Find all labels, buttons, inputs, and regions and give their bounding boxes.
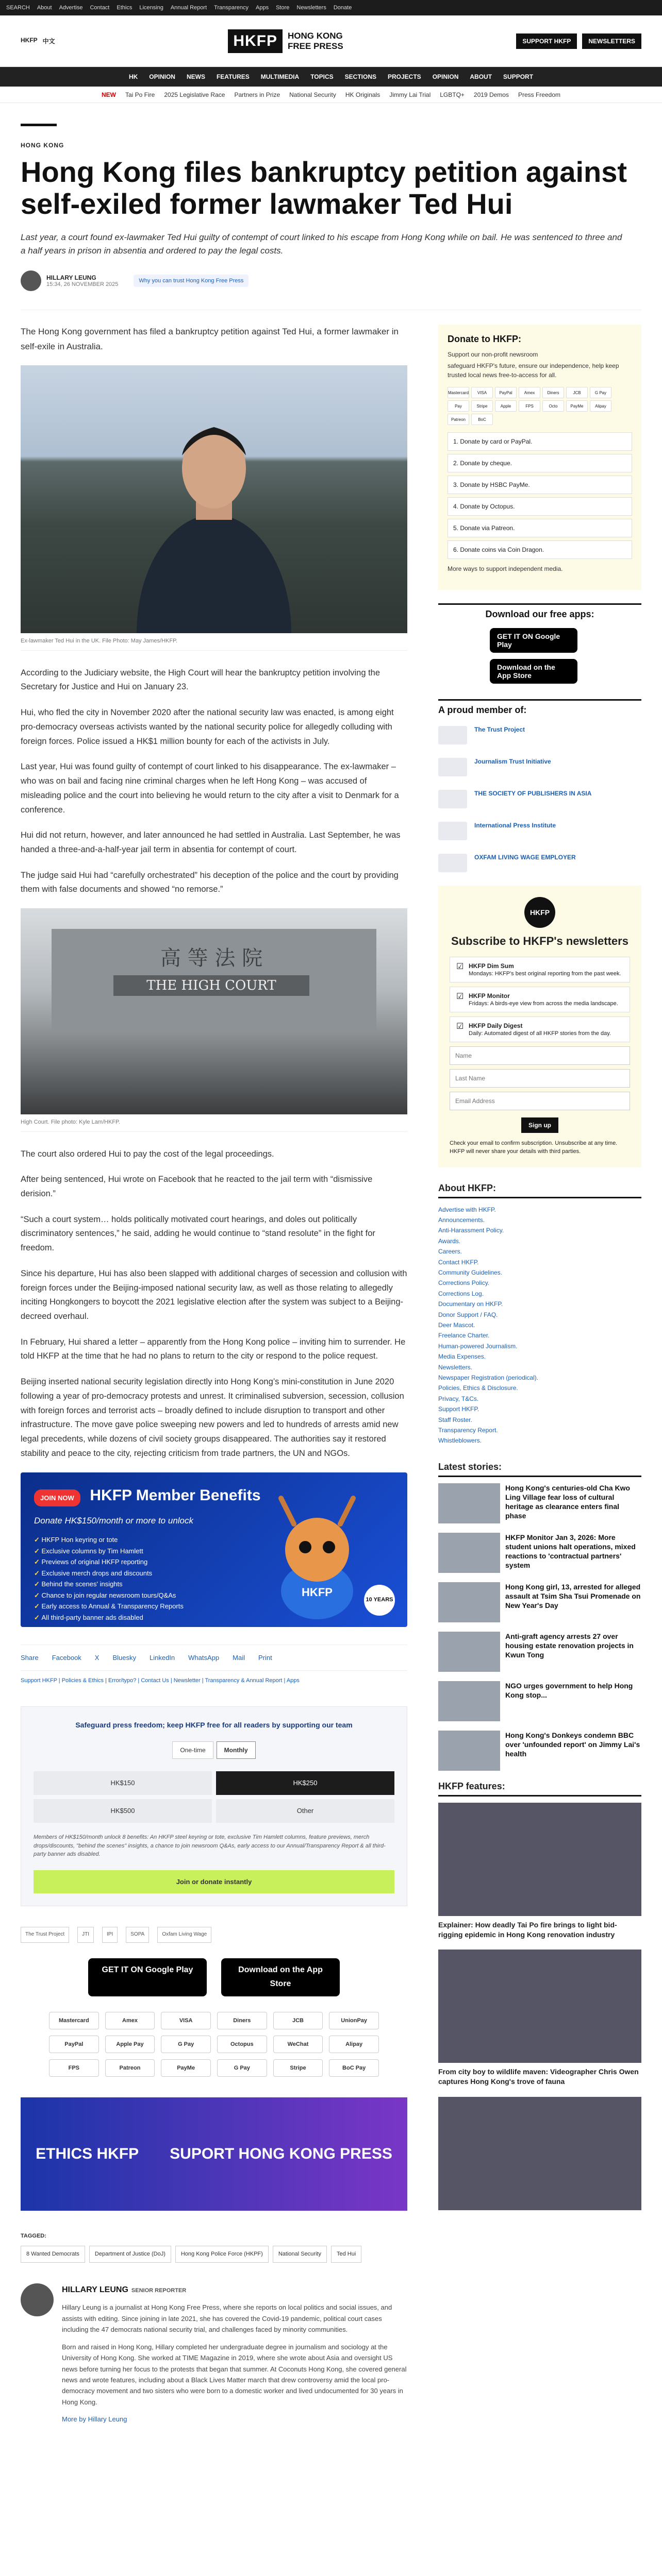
about-link[interactable]: Corrections Policy.: [438, 1279, 490, 1287]
tag-chip[interactable]: Ted Hui: [331, 2246, 361, 2262]
figure-caption: Ex-lawmaker Ted Hui in the UK. File Photo: May James/HKFP.: [21, 636, 407, 650]
google-play-button[interactable]: GET IT ON Google Play: [88, 1958, 207, 1996]
author-avatar[interactable]: [21, 2283, 54, 2316]
trust-link[interactable]: Why you can trust Hong Kong Free Press: [134, 275, 249, 287]
about-links: [438, 1205, 641, 1446]
org-badge[interactable]: Oxfam Living Wage: [157, 1927, 211, 1943]
donate-widget: [21, 1706, 407, 1907]
google-play-button[interactable]: GET IT ON Google Play: [490, 628, 577, 653]
tagged-label: TAGGED:: [21, 2233, 46, 2239]
trending-link[interactable]: National Security: [289, 91, 336, 98]
card-logo: Alipay: [590, 400, 611, 412]
photo-high-court: [21, 908, 407, 1114]
article-paragraph: Since his departure, Hui has also been slapped with additional charges of secession and collusion with foreign forces under the Beijing-imposed national security law, as well as those relating to allegedly inciting Hongkongers to boycott the 2021 legislative election after the system was subject to a Beijing-decreed overhaul.: [21, 1268, 407, 1321]
trending-link[interactable]: Tai Po Fire: [125, 91, 155, 98]
newsletter-option[interactable]: [450, 1016, 630, 1042]
support-banner-text[interactable]: SUPORT HONG KONG PRESS: [170, 2145, 392, 2162]
payment-logo: Octopus: [217, 2036, 267, 2053]
page-container: [21, 103, 641, 2441]
about-link[interactable]: Transparency Report.: [438, 1426, 498, 1434]
newsletter-desc: Mondays: HKFP's best original reporting from the past week.: [469, 970, 621, 977]
about-link[interactable]: Donor Support / FAQ.: [438, 1311, 498, 1318]
ethics-banner-text[interactable]: ETHICS HKFP: [36, 2145, 139, 2162]
org-badge[interactable]: JTI: [77, 1927, 94, 1943]
article-paragraph: Hui did not return, however, and later announced he had settled in Australia. Last September, he was handed a three-and-a-half-year jail term in absentia for contempt of court.: [21, 831, 401, 854]
content-columns: [21, 325, 641, 2441]
app-store-button[interactable]: Download on the App Store: [221, 1958, 340, 1996]
byline: [21, 270, 641, 310]
apps-heading: Download our free apps:: [438, 603, 641, 620]
org-badges: [21, 1927, 407, 1943]
payment-logo: JCB: [273, 2012, 323, 2029]
about-link[interactable]: Advertise with HKFP.: [438, 1206, 496, 1213]
tag-chip[interactable]: Department of Justice (DoJ): [89, 2246, 171, 2262]
ad-subtitle: Donate HK$150/month or more to unlock: [34, 1515, 194, 1526]
donate-sidebar-text: safeguard HKFP's future, ensure our independence, help keep trusted local news free-to-access for all.: [448, 362, 619, 379]
newsletter-name: ☑ HKFP Daily Digest: [469, 1022, 523, 1029]
card-logos: [448, 387, 632, 425]
donate-header: Safeguard press freedom; keep HKFP free for all readers by supporting our team: [75, 1720, 353, 1729]
lang-zh-link[interactable]: 中文: [42, 38, 55, 45]
portrait-illustration: [21, 365, 407, 633]
main-nav-item[interactable]: ABOUT: [470, 73, 492, 80]
policy-links[interactable]: Support HKFP | Policies & Ethics | Error/typo? | Contact Us | Newsletter | Transparency & Annual Report | Apps: [21, 1677, 300, 1684]
feature-story[interactable]: [438, 2097, 641, 2210]
main-nav-item[interactable]: HK: [128, 73, 138, 80]
newsletter-signup: [438, 886, 641, 1167]
utility-link[interactable]: Apps: [256, 5, 269, 11]
utility-link[interactable]: Transparency: [214, 5, 249, 11]
latest-story[interactable]: [438, 1632, 641, 1672]
main-nav-item[interactable]: SECTIONS: [344, 73, 376, 80]
article-paragraph: After being sentenced, Hui wrote on Facebook that he reacted to the jail term with “dismissive derision.”: [21, 1175, 373, 1198]
logo-mark: HKFP: [228, 29, 283, 53]
member-org[interactable]: The Trust Project: [438, 726, 641, 744]
donate-option[interactable]: 5. Donate via Patreon.: [448, 519, 632, 537]
about-link[interactable]: Careers.: [438, 1248, 462, 1256]
feature-title[interactable]: Explainer: How deadly Tai Po fire brings to light bid-rigging epidemic in Hong Kong renovation industry: [438, 1920, 617, 1939]
benefit-item: ✓ Exclusive columns by Tim Hamlett: [34, 1546, 394, 1556]
member-org[interactable]: Journalism Trust Initiative: [438, 758, 641, 776]
newsletter-fineprint: Check your email to confirm subscription. Unsubscribe at any time. HKFP will never share your details with third parties.: [450, 1140, 618, 1155]
figure-high-court: [21, 908, 407, 1131]
org-badge[interactable]: The Trust Project: [21, 1927, 69, 1943]
app-store-buttons: [21, 1958, 407, 1996]
deer-mascot-icon: [258, 1493, 376, 1622]
share-link[interactable]: X: [94, 1653, 100, 1662]
story-thumbnail[interactable]: [438, 1483, 500, 1523]
svg-text:THE HIGH COURT: THE HIGH COURT: [146, 978, 276, 994]
latest-story[interactable]: [438, 1483, 641, 1523]
share-link[interactable]: Print: [258, 1653, 272, 1662]
card-logo: Apple: [495, 400, 517, 412]
story-thumbnail[interactable]: [438, 1632, 500, 1672]
author-bio-paragraph: Hillary Leung is a journalist at Hong Kong Free Press, where she reports on local politics and social issues, and assists with editing. Since joining in late 2021, she has covered the Covid-19 pandemic, political court cases including the 47 democrats national security trial, and challenges faced by minority communities.: [62, 2303, 392, 2334]
main-nav-item[interactable]: OPINION: [432, 73, 459, 80]
payment-logo: Amex: [105, 2012, 155, 2029]
join-now-badge[interactable]: JOIN NOW: [34, 1489, 80, 1507]
section-kicker[interactable]: HONG KONG: [21, 142, 64, 149]
share-link[interactable]: WhatsApp: [188, 1653, 220, 1662]
newsletter-option[interactable]: [450, 957, 630, 982]
donate-sidebar-heading: Donate to HKFP:: [448, 334, 521, 345]
author-box: [21, 2283, 407, 2425]
share-link[interactable]: Mail: [233, 1653, 245, 1662]
story-title[interactable]: Hong Kong's centuries-old Cha Kwo Ling Village fear loss of cultural heritage as clearance enters final phase: [505, 1483, 631, 1520]
about-link[interactable]: Privacy, T&Cs.: [438, 1395, 479, 1402]
latest-list: [438, 1483, 641, 1771]
support-hkfp-button[interactable]: SUPPORT HKFP: [516, 33, 577, 49]
kicker-rule: [21, 124, 57, 126]
feature-image[interactable]: [438, 2097, 641, 2210]
card-logo: Pay: [448, 400, 469, 412]
app-store-button[interactable]: Download on the App Store: [490, 659, 577, 684]
newsletter-desc: Daily: Automated digest of all HKFP stories from the day.: [469, 1030, 611, 1037]
about-link[interactable]: Corrections Log.: [438, 1290, 484, 1297]
trending-link[interactable]: Jimmy Lai Trial: [389, 91, 431, 98]
headline: Hong Kong files bankruptcy petition against self-exiled former lawmaker Ted Hui: [21, 156, 627, 220]
payment-logo: Apple Pay: [105, 2036, 155, 2053]
member-orgs: [438, 726, 641, 872]
about-link[interactable]: Contact HKFP.: [438, 1258, 479, 1266]
card-logo: G Pay: [590, 387, 611, 398]
author-bio: [62, 2283, 407, 2425]
donate-sidebar: [438, 325, 641, 590]
main-nav-item[interactable]: MULTIMEDIA: [260, 73, 300, 80]
main-nav-item[interactable]: PROJECTS: [388, 73, 421, 80]
figure-ted-hui: [21, 365, 407, 650]
about-link[interactable]: Human-powered Journalism.: [438, 1342, 518, 1350]
card-logo: Diners: [542, 387, 564, 398]
utility-link[interactable]: Advertise: [59, 5, 83, 11]
member-org[interactable]: THE SOCIETY OF PUBLISHERS IN ASIA: [438, 790, 641, 808]
language-switch: [21, 37, 55, 45]
signup-button[interactable]: Sign up: [521, 1117, 558, 1133]
article-paragraph: The court also ordered Hui to pay the cost of the legal proceedings.: [21, 1149, 274, 1159]
utility-link[interactable]: Annual Report: [170, 5, 207, 11]
org-badge[interactable]: SOPA: [126, 1927, 149, 1943]
one-time-tab[interactable]: One-time: [172, 1741, 213, 1759]
utility-link[interactable]: Newsletters: [296, 5, 326, 11]
amount-250[interactable]: HK$250: [216, 1771, 394, 1795]
story-title[interactable]: Hong Kong girl, 13, arrested for alleged assault at Tsim Sha Tsui Promenade on New Year's Day: [505, 1582, 641, 1610]
donate-options: [448, 432, 632, 559]
about-heading: About HKFP:: [438, 1183, 641, 1198]
feature-title[interactable]: From city boy to wildlife maven: Videographer Chris Owen captures Hong Kong's trove of fauna: [438, 2067, 639, 2086]
donate-note: Members of HK$150/month unlock 8 benefits: An HKFP steel keyring or tote, exclusive Tim Hamlett columns, feature previews, merch drops/discounts, "behind the scenes" insights, a chance to join newsroom Q&As, early access to our Annual/Transparency Report & all third-party banner ads disabled.: [34, 1834, 386, 1858]
newsletter-title: Subscribe to HKFP's newsletters: [451, 935, 628, 948]
share-bar: [21, 1645, 407, 1671]
main-nav-item[interactable]: OPINION: [149, 73, 175, 80]
card-logo: FPS: [519, 400, 540, 412]
card-logo: JCB: [566, 387, 588, 398]
amount-other[interactable]: Other: [216, 1799, 394, 1823]
donate-option[interactable]: 2. Donate by cheque.: [448, 454, 632, 472]
last-name-field[interactable]: [450, 1069, 630, 1088]
about-link[interactable]: Freelance Charter.: [438, 1332, 490, 1340]
benefit-item: ✓ Early access to Annual & Transparency Reports: [34, 1601, 394, 1612]
more-ways-link[interactable]: More ways to support independent media.: [448, 565, 563, 573]
benefit-item: ✓ Exclusive merch drops and discounts: [34, 1568, 394, 1579]
main-nav-item[interactable]: SUPPORT: [503, 73, 534, 80]
benefit-item: ✓ All third-party banner ads disabled: [34, 1612, 394, 1623]
story-thumbnail[interactable]: [438, 1681, 500, 1721]
payment-logo: Patreon: [105, 2059, 155, 2077]
member-benefits-ad[interactable]: [21, 1472, 407, 1627]
sidebar-app-buttons: [438, 628, 641, 684]
amount-150[interactable]: HK$150: [34, 1771, 212, 1795]
about-link[interactable]: Staff Roster.: [438, 1416, 472, 1423]
member-org[interactable]: International Press Institute: [438, 822, 641, 840]
latest-story[interactable]: [438, 1533, 641, 1573]
donate-option[interactable]: 1. Donate by card or PayPal.: [448, 432, 632, 451]
tag-list: [21, 2246, 407, 2262]
newsletter-option[interactable]: [450, 987, 630, 1012]
story-title[interactable]: Anti-graft agency arrests 27 over housing estate renovation projects in Kwun Tong: [505, 1632, 634, 1659]
about-link[interactable]: Policies, Ethics & Disclosure.: [438, 1384, 518, 1392]
payment-logo: PayPal: [49, 2036, 99, 2053]
main-nav-item[interactable]: FEATURES: [216, 73, 250, 80]
benefit-item: ✓ Behind the scenes' insights: [34, 1579, 394, 1589]
donate-option[interactable]: 4. Donate by Octopus.: [448, 497, 632, 516]
sidebar: [438, 325, 641, 2441]
utility-link[interactable]: Contact: [90, 5, 110, 11]
monthly-tab[interactable]: Monthly: [217, 1741, 256, 1759]
svg-text:HKFP: HKFP: [302, 1585, 333, 1599]
newsletters-button[interactable]: NEWSLETTERS: [582, 33, 641, 49]
story-title[interactable]: NGO urges government to help Hong Kong stop...: [505, 1681, 633, 1699]
card-logo: VISA: [471, 387, 493, 398]
photo-ted-hui: [21, 365, 407, 633]
latest-story[interactable]: [438, 1681, 641, 1721]
article-paragraph: The judge said Hui had “carefully orchestrated” his deception of the police and the court by providing them with false documents and showed “no remorse.”: [21, 870, 399, 894]
join-donate-button[interactable]: Join or donate instantly: [34, 1870, 394, 1894]
utility-link[interactable]: Ethics: [117, 5, 133, 11]
top-utility-bar: [0, 0, 662, 15]
feature-image[interactable]: [438, 1950, 641, 2063]
ad-title: HKFP Member Benefits: [90, 1486, 261, 1504]
about-link[interactable]: Whistleblowers.: [438, 1437, 482, 1445]
donate-option[interactable]: 6. Donate coins via Coin Dragon.: [448, 540, 632, 559]
main-nav-item[interactable]: TOPICS: [310, 73, 334, 80]
latest-heading: Latest stories:: [438, 1462, 641, 1477]
trending-link[interactable]: HK Originals: [345, 91, 380, 98]
lang-en-link[interactable]: HKFP: [21, 37, 38, 44]
card-logo: PayPal: [495, 387, 517, 398]
court-illustration: [21, 908, 407, 1114]
newsletter-name: ☑ HKFP Dim Sum: [469, 962, 514, 970]
main-navigation: [0, 67, 662, 87]
about-link[interactable]: Announcements.: [438, 1216, 485, 1224]
payment-logo: UnionPay: [329, 2012, 379, 2029]
card-logo: BoC: [471, 414, 493, 425]
card-logo: Stripe: [471, 400, 493, 412]
frequency-toggle: [34, 1741, 394, 1759]
article-body: [21, 325, 407, 2441]
about-link[interactable]: Media Expenses.: [438, 1353, 486, 1361]
benefit-item: ✓ Chance to join regular newsroom tours/Q&As: [34, 1590, 394, 1601]
amount-options: [34, 1771, 394, 1823]
about-link[interactable]: Community Guidelines.: [438, 1269, 503, 1277]
story-thumbnail[interactable]: [438, 1731, 500, 1771]
member-of-heading: A proud member of:: [438, 699, 641, 716]
tag-chip[interactable]: National Security: [273, 2246, 327, 2262]
utility-link[interactable]: Donate: [333, 5, 352, 11]
about-link[interactable]: Newspaper Registration (periodical).: [438, 1374, 539, 1381]
utility-link[interactable]: Store: [276, 5, 290, 11]
payment-logo: BoC Pay: [329, 2059, 379, 2077]
share-link[interactable]: Bluesky: [112, 1653, 136, 1662]
payment-logo: Alipay: [329, 2036, 379, 2053]
story-title[interactable]: HKFP Monitor Jan 3, 2026: More student unions halt operations, mixed reactions to 'contractual partners' system: [505, 1533, 636, 1570]
feature-story[interactable]: [438, 1950, 641, 2087]
author-avatar[interactable]: [21, 270, 41, 291]
hkfp-logo-icon: HKFP: [524, 897, 555, 928]
brand-header: [0, 15, 662, 67]
trending-link[interactable]: Press Freedom: [518, 91, 560, 98]
search-link[interactable]: SEARCH: [6, 5, 30, 11]
newsletter-name: ☑ HKFP Monitor: [469, 992, 510, 999]
payment-logo: Diners: [217, 2012, 267, 2029]
benefit-item: ✓ Previews of original HKFP reporting: [34, 1556, 394, 1567]
about-link[interactable]: Deer Mascot.: [438, 1321, 475, 1329]
trending-link[interactable]: 2025 Legislative Race: [164, 91, 225, 98]
article-paragraph: Hui, who fled the city in November 2020 after the national security law was enacted, is among eight pro-democracy overseas activists wanted by the national security police for allegedly colluding with foreign forces. Police issued a HK$1 million bounty for each of the activists in July.: [21, 708, 394, 746]
header-actions: [516, 33, 641, 49]
card-logo: Patreon: [448, 414, 469, 425]
author-role: SENIOR REPORTER: [131, 2287, 187, 2294]
utility-link[interactable]: Licensing: [139, 5, 163, 11]
article-paragraph: Last year, Hui was found guilty of contempt of court linked to his disappearance. The ex-lawmaker – who was on bail and facing nine criminal charges when he left Hong Kong – was accused of misleading police and the court into believing he would return to the city after a visit to Denmark for a conference.: [21, 762, 399, 815]
latest-story[interactable]: [438, 1731, 641, 1771]
standfirst: Last year, a court found ex-lawmaker Ted Hui guilty of contempt of court linked to his escape from Hong Kong while on bail. He was sentenced to three and a half years in prison in absentia and ordered to pay the legal costs.: [21, 232, 622, 256]
features-heading: HKFP features:: [438, 1781, 641, 1797]
about-link[interactable]: Newsletters.: [438, 1363, 473, 1371]
share-link[interactable]: Facebook: [52, 1653, 81, 1662]
svg-text:高 等 法 院: 高 等 法 院: [160, 946, 263, 971]
payment-logo: PayMe: [161, 2059, 211, 2077]
about-link[interactable]: Documentary on HKFP.: [438, 1300, 503, 1308]
card-logo: PayMe: [566, 400, 588, 412]
payment-logo: G Pay: [161, 2036, 211, 2053]
article-paragraph: The Hong Kong government has filed a bankruptcy petition against Ted Hui, a former lawmaker in self-exile in Australia.: [21, 327, 399, 351]
article-paragraph: In February, Hui shared a letter – apparently from the Hong Kong police – inviting him to surrender. He told HKFP at the time that he had no plans to return to the city or respond to the police request.: [21, 1337, 406, 1361]
main-nav-item[interactable]: NEWS: [186, 73, 205, 80]
payment-logo: Mastercard: [49, 2012, 99, 2029]
tag-chip[interactable]: Hong Kong Police Force (HKPF): [175, 2246, 269, 2262]
benefit-item: ✓ HKFP Hon keyring or tote: [34, 1534, 394, 1545]
payment-logo: Stripe: [273, 2059, 323, 2077]
card-logo: Mastercard: [448, 387, 469, 398]
article-paragraph: “Such a court system… holds politically motivated court hearings, and doles out politically discriminatory sentences,” he said, adding he would continue to “stand resolute” in the fight for freedom.: [21, 1214, 375, 1253]
article-paragraph: According to the Judiciary website, the High Court will hear the bankruptcy petition involving the Secretary for Justice and Hui on January 23.: [21, 668, 380, 692]
share-link[interactable]: LinkedIn: [150, 1653, 175, 1662]
article-paragraph: Beijing inserted national security legislation directly into Hong Kong’s mini-constitution in June 2020 following a year of pro-democracy protests and unrest. It criminalised subversion, secession, collusion with foreign forces and terrorist acts – broadly defined to include disruption to transport and other infrastructure. The move gave police sweeping new powers and led to hundreds of arrests amid new legal precedents, while dozens of civil society groups disappeared. The authorities say it restored stability and peace to the city, rejecting criticism from trade partners, the UN and NGOs.: [21, 1377, 404, 1458]
card-logo: Octo: [542, 400, 564, 412]
about-link[interactable]: Support HKFP.: [438, 1405, 479, 1413]
newsletter-desc: Fridays: A birds-eye view from across the media landscape.: [469, 1000, 618, 1007]
about-link[interactable]: Anti-Harassment Policy.: [438, 1227, 504, 1234]
first-name-field[interactable]: [450, 1046, 630, 1065]
ethics-support-banner[interactable]: [21, 2097, 407, 2211]
story-thumbnail[interactable]: [438, 1582, 500, 1622]
newsletter-options: [450, 957, 630, 1042]
payment-methods: [49, 2012, 379, 2077]
payment-logo: WeChat: [273, 2036, 323, 2053]
card-logo: Amex: [519, 387, 540, 398]
trending-link[interactable]: 2019 Demos: [473, 91, 509, 98]
donate-option[interactable]: 3. Donate by HSBC PayMe.: [448, 476, 632, 494]
about-section: [438, 1183, 641, 1446]
feature-story[interactable]: [438, 1803, 641, 1940]
org-badge[interactable]: IPI: [102, 1927, 118, 1943]
hkfp-features: [438, 1781, 641, 2211]
latest-stories: [438, 1462, 641, 1771]
feature-image[interactable]: [438, 1803, 641, 1916]
tag-chip[interactable]: 8 Wanted Democrats: [21, 2246, 85, 2262]
member-org[interactable]: OXFAM LIVING WAGE EMPLOYER: [438, 854, 641, 872]
ten-years-badge: 10 YEARS: [364, 1585, 395, 1616]
publish-date: 15:34, 26 NOVEMBER 2025: [46, 281, 119, 288]
feature-list: [438, 1803, 641, 2211]
trending-link[interactable]: Partners in Prize: [234, 91, 280, 98]
trending-link[interactable]: LGBTQ+: [440, 91, 465, 98]
figure-caption: High Court. File photo: Kyle Lam/HKFP.: [21, 1117, 407, 1131]
more-by-author-link[interactable]: More by Hillary Leung: [62, 2415, 127, 2424]
amount-500[interactable]: HK$500: [34, 1799, 212, 1823]
share-label: Share: [21, 1653, 39, 1662]
site-logo[interactable]: [228, 29, 343, 53]
payment-logo: FPS: [49, 2059, 99, 2077]
story-title[interactable]: Hong Kong's Donkeys condemn BBC over 'unfounded report' on Jimmy Lai's health: [505, 1731, 640, 1758]
payment-logo: G Pay: [217, 2059, 267, 2077]
author-bio-paragraph: Born and raised in Hong Kong, Hillary completed her undergraduate degree in journalism and sociology at the University of Hong Kong. She worked at TIME Magazine in 2019, where she wrote about Asia and oversight US news before turning her focus to the protests that began that summer. At Coconuts Hong Kong, she covered general news and wrote features, including about a Black Lives Matter march that drew controversy amid the local pro-democracy movement and two sisters who were born to a domestic worker and lived undocumented for 30 years in Hong Kong.: [62, 2343, 407, 2406]
trending-bar: [0, 87, 662, 103]
email-field[interactable]: [450, 1092, 630, 1110]
payment-logo: VISA: [161, 2012, 211, 2029]
author-name[interactable]: HILLARY LEUNG: [46, 274, 96, 282]
about-link[interactable]: Awards.: [438, 1237, 461, 1245]
logo-wordmark: HONG KONG FREE PRESS: [287, 30, 343, 51]
support-newsroom-link[interactable]: Support our non-profit newsroom: [448, 351, 538, 359]
utility-link[interactable]: About: [37, 5, 52, 11]
story-thumbnail[interactable]: [438, 1533, 500, 1573]
latest-story[interactable]: [438, 1582, 641, 1622]
new-label: NEW: [102, 91, 116, 98]
author-box-name[interactable]: HILLARY LEUNG: [62, 2285, 128, 2294]
